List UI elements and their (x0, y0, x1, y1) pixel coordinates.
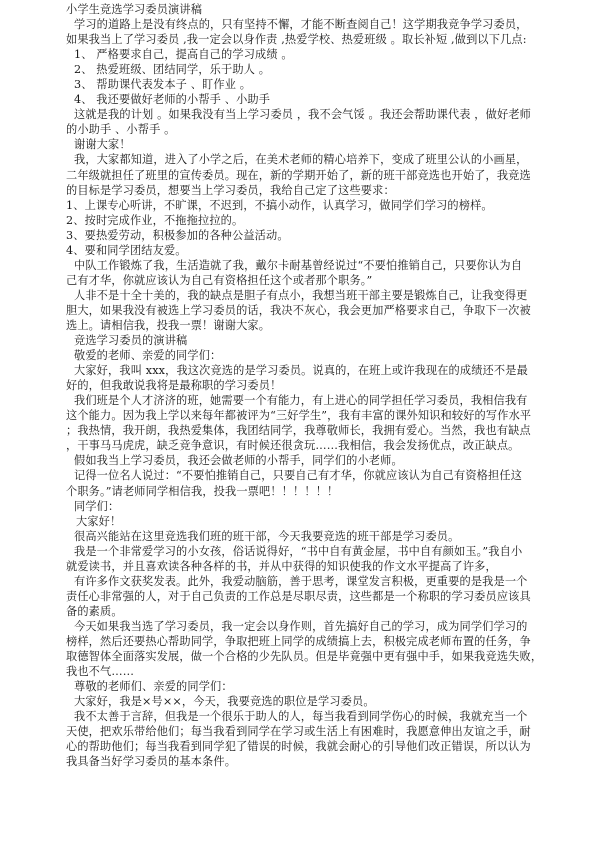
text-line: ，干事马马虎虎，缺乏竞争意识，有时候还很贪玩……我相信，我会发扬优点，改正缺点。 (66, 439, 520, 453)
text-line: ；我热情，我开朗，我热爱集体，我团结同学，我尊敬师长，我拥有爱心。当然，我也有缺点 (66, 424, 531, 438)
text-line: 个职务。”请老师同学相信我，投我一票吧！！！！！！ (66, 484, 339, 498)
text-line: 己有才华，你就应该认为自己有资格担任这个或者那个职务。” (66, 273, 373, 287)
text-line: 大家好！ (76, 514, 122, 528)
text-line: 的小助手 、小帮手 。 (66, 123, 176, 137)
text-line: 4、 我还要做好老师的小帮手 、小助手 (74, 93, 271, 107)
text-line: 责任心非常强的人，对于自己负责的工作总是尽职尽责，这些都是一个称职的学习委员应该具 (66, 589, 531, 603)
text-line: 1、 严格要求自己，提高自己的学习成绩 。 (74, 48, 293, 62)
text-line: 竞选学习委员的演讲稿 (74, 334, 188, 348)
text-line: 有许多作文获奖发表。此外，我爱动脑筋，善于思考，课堂发言积极，更重要的是我是一个 (74, 574, 528, 588)
text-line: 榜样，然后还要热心帮助同学，争取把班上同学的成绩搞上去，积极完成老师布置的任务，争 (66, 634, 531, 648)
text-line: 这个能力。因为我上学以来每年都被评为“三好学生”，我有丰富的课外知识和较好的写作水平 (66, 409, 532, 423)
text-line: 敬爱的老师、亲爱的同学们： (74, 349, 222, 363)
text-line: 心的帮助他们；每当我看到同学犯了错误的时候，我就会耐心的引导他们改正错误，所以认为 (66, 740, 531, 754)
text-line: 大家好，我叫 xxx，我这次竞选的是学习委员。说真的，在班上或许我现在的成绩还不是最 (74, 364, 528, 378)
text-line: 假如我当上学习委员，我还会做老师的小帮手，同学们的小老师。 (74, 454, 403, 468)
text-line: 3、 帮助课代表发本子 、盯作业 。 (74, 78, 252, 92)
text-line: 这就是我的计划 。如果我没有当上学习委员 ，我不会气馁 。我还会帮助课代表 ，做好老师 (74, 108, 531, 122)
text-line: 我也不气…… (66, 665, 135, 679)
text-line: 大家好，我是×号××，今天，我要竞选的职位是学习委员。 (74, 695, 375, 709)
text-line: 谢谢大家！ (74, 138, 131, 152)
text-line: 我是一个非常爱学习的小女孩，俗话说得好，“书中自有黄金屋，书中自有颜如玉。”我自小 (74, 544, 523, 558)
text-line: 取德智体全面落实发展，做一个合格的少先队员。但是毕竟强中更有强中手，如果我竞选失败， (66, 650, 543, 664)
text-line: 尊敬的老师们、亲爱的同学们： (74, 680, 233, 694)
text-line: 选上。请相信我，投我一票！谢谢大家。 (66, 318, 271, 332)
text-line: 2、按时完成作业，不拖拖拉拉的。 (66, 213, 244, 227)
text-line: 备的素质。 (66, 604, 123, 618)
text-line: 今天如果我当选了学习委员，我一定会以身作则，首先搞好自己的学习，成为同学们学习的 (74, 619, 528, 633)
text-line: 2、 热爱班级、团结同学，乐于助人 。 (74, 63, 271, 77)
text-line: 很高兴能站在这里竞选我们班的班干部，今天我要竞选的班干部是学习委员。 (74, 529, 460, 543)
text-line: 二年级就担任了班里的宣传委员。现在，新的学期开始了，新的班干部竞选也开始了，我竞选 (66, 168, 531, 182)
text-line: 我不太善于言辞，但我是一个很乐于助人的人，每当我看到同学伤心的时候，我就充当一个 (74, 710, 528, 724)
text-line: 记得一位名人说过：“不要怕推销自己，只要自己有才华，你就应该认为自己有资格担任这 (74, 469, 523, 483)
text-line: 人非不是十全十美的，我的缺点是胆子有点小，我想当班干部主要是锻炼自己，让我变得更 (74, 288, 528, 302)
text-line: 如果我当上了学习委员 ,我一定会以身作责 ,热爱学校、热爱班级 。取长补短 ,做到以下几点: (66, 33, 527, 47)
text-line: 3、要热爱劳动，积极参加的各种公益活动。 (66, 228, 289, 242)
text-line: 小学生竞选学习委员演讲稿 (66, 3, 203, 16)
text-line: 胆大，如果我没有被选上学习委员的话，我决不灰心，我会更加严格要求自己，争取下一次被 (66, 303, 531, 317)
text-line: 就爱读书，并且喜欢读各种各样的书，并从中获得的知识使我的作文水平提高了许多， (66, 559, 497, 573)
text-line: 的目标是学习委员，想要当上学习委员，我给自己定了这些要求： (66, 183, 395, 197)
text-line: 天使，把欢乐带给他们；每当我看到同学在学习或生活上有困难时，我愿意伸出友谊之手，耐 (66, 725, 531, 739)
text-line: 学习的道路上是没有终点的，只有坚持不懈，才能不断查阅自己！这学期我竞争学习委员， (74, 18, 528, 32)
text-line: 中队工作锻炼了我，生活造就了我，戴尔卡耐基曾经说过“不要怕推销自己，只要你认为自 (74, 258, 523, 272)
text-line: 好的，但我敢说我将是最称职的学习委员！ (66, 379, 282, 393)
text-line: 我具备当好学习委员的基本条件。 (66, 755, 237, 769)
text-line: 同学们： (74, 499, 120, 513)
text-line: 我们班是个人才济济的班，她需要一个有能力，有上进心的同学担任学习委员，我相信我有 (74, 394, 528, 408)
text-line: 4、要和同学团结友爱。 (66, 243, 187, 257)
text-line: 我，大家都知道，进入了小学之后，在美术老师的精心培养下，变成了班里公认的小画星， (74, 153, 528, 167)
text-line: 1、上课专心听讲，不旷课，不迟到，不搞小动作，认真学习，做同学们学习的榜样。 (66, 198, 493, 212)
